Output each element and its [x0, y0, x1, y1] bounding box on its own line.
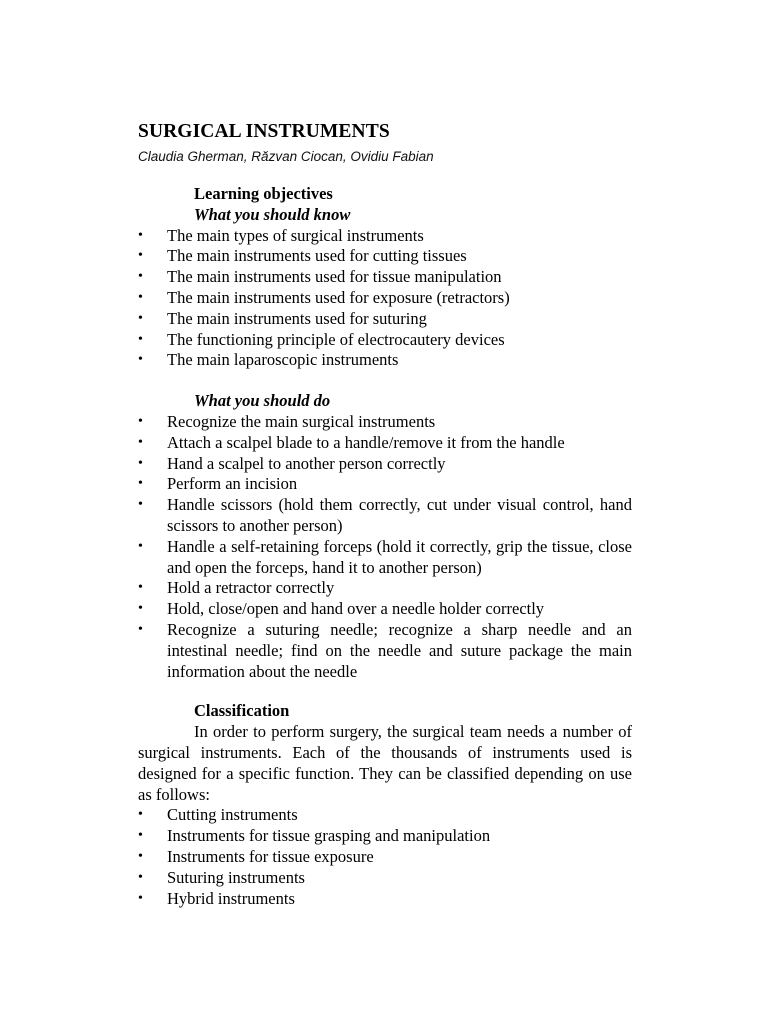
list-item-text: Cutting instruments	[167, 805, 298, 825]
bullet-icon: •	[138, 289, 143, 305]
bullet-icon: •	[138, 828, 143, 844]
bullet-icon: •	[138, 538, 143, 554]
list-item	[138, 847, 632, 868]
list-item-text: Hybrid instruments	[167, 888, 295, 908]
bullet-icon: •	[138, 269, 143, 285]
list-item	[138, 288, 632, 309]
list-item	[138, 868, 632, 889]
list-item	[138, 454, 632, 475]
what-you-should-know-heading: What you should know	[194, 204, 351, 224]
list-item	[138, 350, 632, 371]
list-item	[138, 309, 632, 330]
what-you-should-do-heading: What you should do	[194, 391, 331, 411]
list-item	[138, 330, 632, 351]
list-item-text: Hand a scalpel to another person correctly	[167, 453, 446, 473]
list-item	[138, 599, 632, 620]
list-item	[138, 889, 632, 910]
bullet-icon: •	[138, 413, 143, 429]
list-item-text: Recognize the main surgical instruments	[167, 411, 436, 431]
classification-heading: Classification	[194, 701, 290, 721]
list-item-text: Recognize a suturing needle; recognize a sharp needle and an intestinal needle; find on the needle and suture package the main information about the needle	[167, 619, 632, 681]
list-item-text: Perform an incision	[167, 474, 298, 494]
learning-objectives-heading: Learning objectives	[194, 184, 333, 203]
list-item	[138, 578, 632, 599]
bullet-icon: •	[138, 890, 143, 906]
list-item	[138, 246, 632, 267]
list-item-text: Hold a retractor correctly	[167, 578, 335, 598]
document-authors: Claudia Gherman, Răzvan Ciocan, Ovidiu Fabian	[138, 149, 434, 164]
list-item-text: The functioning principle of electrocautery devices	[167, 329, 505, 349]
bullet-icon: •	[138, 331, 143, 347]
list-item	[138, 495, 632, 537]
bullet-icon: •	[138, 869, 143, 885]
list-item-text: Handle a self-retaining forceps (hold it correctly, grip the tissue, close and open the forceps, hand it to another person)	[167, 536, 632, 577]
list-item-text: The main instruments used for exposure (retractors)	[167, 287, 510, 307]
bullet-icon: •	[138, 580, 143, 596]
list-item-text: Suturing instruments	[167, 867, 305, 887]
bullet-icon: •	[138, 848, 143, 864]
list-item-text: The main instruments used for suturing	[167, 308, 427, 328]
list-item	[138, 474, 632, 495]
bullet-icon: •	[138, 807, 143, 823]
classification-paragraph: In order to perform surgery, the surgical team needs a number of surgical instruments. Each of the thousands of instruments used is designed for a specific function. They can be classified depending on use as follows:	[138, 722, 632, 804]
bullet-icon: •	[138, 352, 143, 368]
list-item	[138, 412, 632, 433]
classification-list	[138, 805, 632, 909]
list-item-text: The main instruments used for tissue manipulation	[167, 267, 502, 287]
bullet-icon: •	[138, 476, 143, 492]
bullet-icon: •	[138, 248, 143, 264]
bullet-icon: •	[138, 455, 143, 471]
list-item	[138, 537, 632, 579]
bullet-icon: •	[138, 601, 143, 617]
document-page	[138, 120, 632, 909]
list-item-text: The main types of surgical instruments	[167, 225, 424, 245]
list-item	[138, 620, 632, 682]
bullet-icon: •	[138, 497, 143, 513]
document-title: SURGICAL INSTRUMENTS	[138, 121, 390, 142]
list-item	[138, 226, 632, 247]
bullet-icon: •	[138, 621, 143, 637]
list-item-text: Hold, close/open and hand over a needle holder correctly	[167, 599, 545, 619]
list-item-text: The main laparoscopic instruments	[167, 350, 399, 370]
list-item-text: Instruments for tissue grasping and manipulation	[167, 826, 491, 846]
bullet-icon: •	[138, 227, 143, 243]
bullet-icon: •	[138, 310, 143, 326]
bullet-icon: •	[138, 434, 143, 450]
list-item-text: The main instruments used for cutting tissues	[167, 246, 467, 266]
list-item-text: Handle scissors (hold them correctly, cut under visual control, hand scissors to another person)	[167, 495, 632, 535]
list-item	[138, 267, 632, 288]
what-you-should-do-list	[138, 412, 632, 682]
list-item-text: Attach a scalpel blade to a handle/remove it from the handle	[167, 432, 565, 452]
what-you-should-know-list	[138, 226, 632, 372]
list-item	[138, 826, 632, 847]
list-item-text: Instruments for tissue exposure	[167, 846, 374, 866]
list-item	[138, 433, 632, 454]
list-item	[138, 805, 632, 826]
